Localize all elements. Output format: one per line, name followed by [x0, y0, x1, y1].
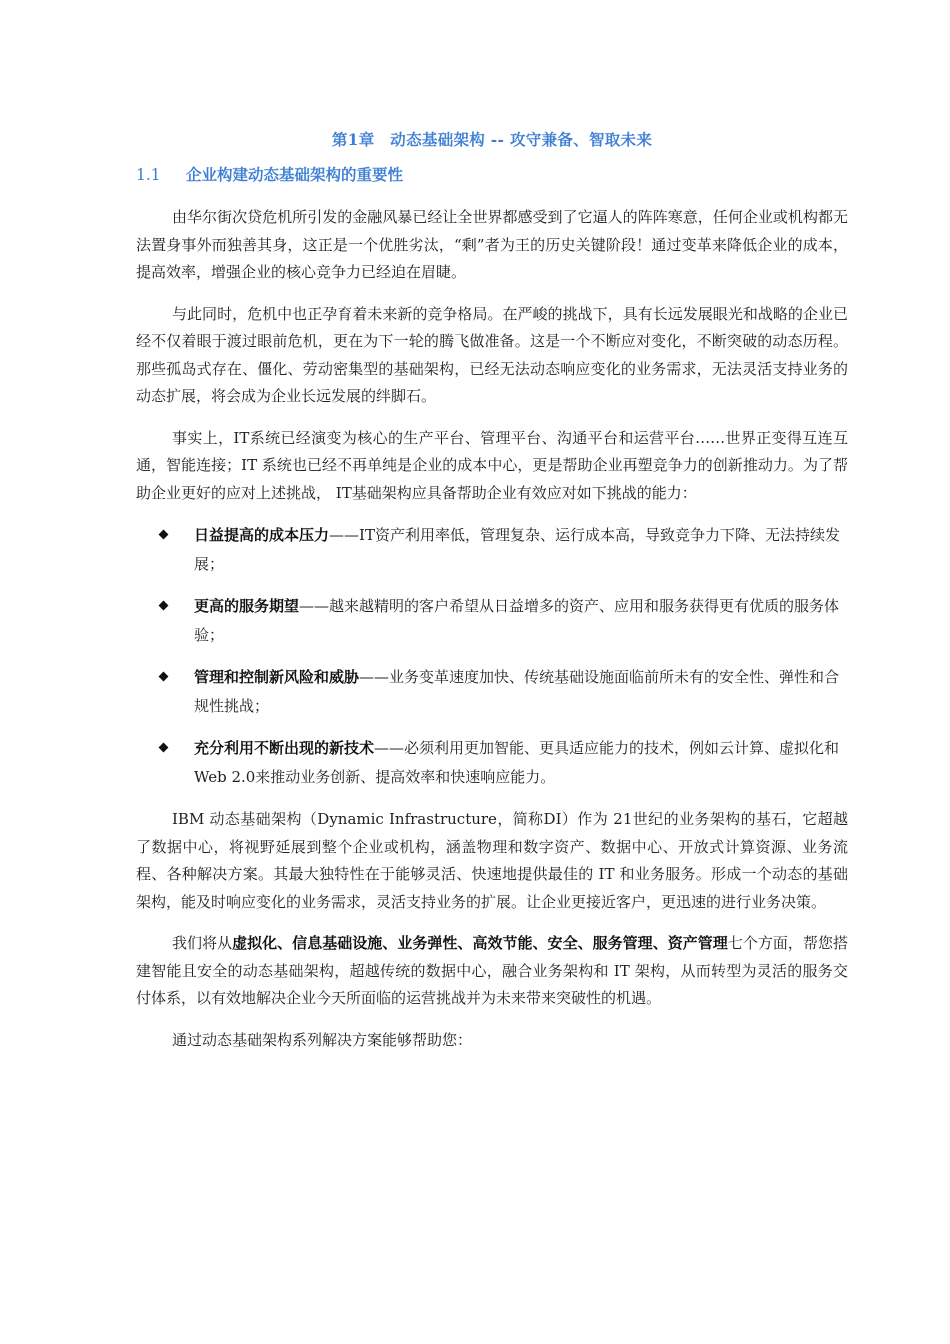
list-item-text: ——业务变革速度加快、传统基础设施面临前所未有的安全性、弹性和合规性挑战； [194, 668, 840, 715]
seven-aspects-list: 虚拟化、信息基础设施、业务弹性、高效节能、安全、服务管理、资产管理 [232, 934, 728, 952]
paragraph-closing: 通过动态基础架构系列解决方案能够帮助您： [172, 1030, 473, 1049]
list-item-text: ——越来越精明的客户希望从日益增多的资产、应用和服务获得更有优质的服务体验； [194, 597, 840, 644]
diamond-bullet-icon [159, 672, 169, 682]
list-item-heading: 管理和控制新风险和威胁 [194, 668, 360, 686]
challenge-list [136, 521, 848, 792]
list-item [136, 592, 848, 650]
paragraph-suffix: 七个方面，帮您搭建智能且安全的动态基础架构，超越传统的数据中心，融合业务架构和 IT 架构，从而转型为灵活的服务交付体系，以有效地解决企业今天所面临的运营挑战并为未来带来突破性的机遇。 [136, 934, 848, 1007]
section-heading [136, 163, 848, 185]
diamond-bullet-icon [159, 601, 169, 611]
paragraph-prefix: 我们将从 [172, 934, 233, 952]
list-item-heading: 更高的服务期望 [194, 597, 300, 615]
paragraph: 事实上，IT系统已经演变为核心的生产平台、管理平台、沟通平台和运营平台……世界正变得互连互通，智能连接；IT 系统也已经不再单纯是企业的成本中心，更是帮助企业再塑竞争力的创新推动力。为了帮助企业更好的应对上述挑战， IT基础架构应具备帮助企业有效应对如下挑战的能力： [136, 428, 848, 502]
list-item-text: ——必须利用更加智能、更具适应能力的技术，例如云计算、虚拟化和Web 2.0来推动业务创新、提高效率和快速响应能力。 [194, 739, 840, 786]
list-item [136, 663, 848, 721]
list-item [136, 521, 848, 579]
paragraph-ibm-di: IBM 动态基础架构（Dynamic Infrastructure，简称DI）作为 21世纪的业务架构的基石，它超越了数据中心，将视野延展到整个企业或机构，涵盖物理和数字资产、数据中心、开放式计算资源、业务流程、各种解决方案。其最大独特性在于能够灵活、快速地提供最佳的 IT 和业务服务。形成一个动态的基础架构，能及时响应变化的业务需求，灵活支持业务的扩展。让企业更接近客户，更迅速的进行业务决策。 [136, 810, 848, 911]
paragraph: 与此同时，危机中也正孕育着未来新的竞争格局。在严峻的挑战下，具有长远发展眼光和战略的企业已经不仅着眼于渡过眼前危机，更在为下一轮的腾飞做准备。这是一个不断应对变化，不断突破的动态历程。那些孤岛式存在、僵化、劳动密集型的基础架构，已经无法动态响应变化的业务需求，无法灵活支持业务的动态扩展，将会成为企业长远发展的绊脚石。 [136, 304, 848, 405]
paragraph: 由华尔街次贷危机所引发的金融风暴已经让全世界都感受到了它逼人的阵阵寒意，任何企业或机构都无法置身事外而独善其身，这正是一个优胜劣汰，“剩”者为王的历史关键阶段！通过变革来降低企业的成本，提高效率，增强企业的核心竞争力已经迫在眉睫。 [136, 208, 848, 281]
section-title: 企业构建动态基础架构的重要性 [186, 165, 404, 184]
diamond-bullet-icon [159, 743, 169, 753]
list-item [136, 734, 848, 792]
chapter-title: 第1章 动态基础架构 -- 攻守兼备、智取未来 [331, 130, 653, 149]
document-body [136, 128, 848, 1068]
list-item-heading: 日益提高的成本压力 [194, 526, 330, 544]
list-item-heading: 充分利用不断出现的新技术 [194, 739, 375, 757]
list-item-text: ——IT资产利用率低，管理复杂、运行成本高，导致竞争力下降、无法持续发展； [194, 526, 840, 573]
paragraph-seven-aspects [136, 930, 848, 1013]
diamond-bullet-icon [159, 530, 169, 540]
section-number: 1.1 [136, 166, 161, 184]
